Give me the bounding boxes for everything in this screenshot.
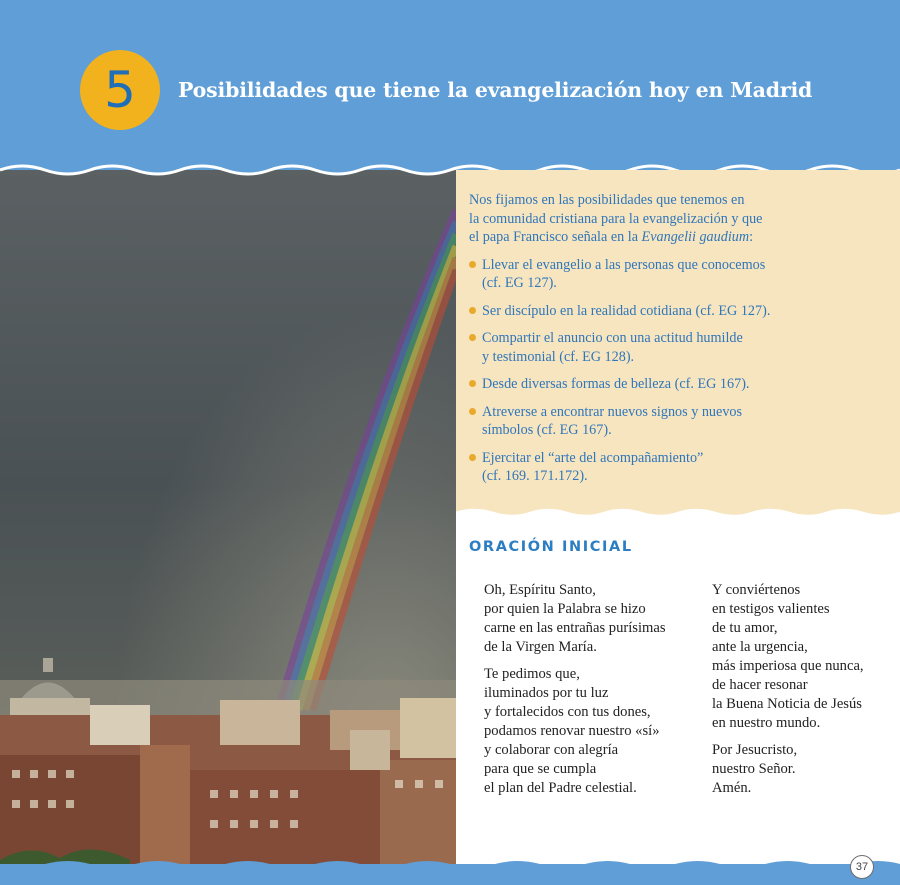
page-number: 37 [855, 861, 869, 873]
rainbow-city-photo [0, 170, 456, 870]
bullet-dot-icon [469, 408, 476, 415]
intro-lead-line: la comunidad cristiana para la evangelización y que [469, 210, 763, 227]
prayer-stanza: Oh, Espíritu Santo, por quien la Palabra se hizo carne en las entrañas purísimas de la Virgen María. [484, 582, 666, 655]
chapter-number: 5 [104, 61, 136, 119]
list-item: Llevar el evangelio a las personas que conocemos (cf. EG 127). [469, 256, 894, 293]
bullet-dot-icon [469, 454, 476, 461]
intro-text [469, 191, 894, 486]
bullet-dot-icon [469, 307, 476, 314]
list-item: Desde diversas formas de belleza (cf. EG 167). [469, 375, 894, 394]
prayer-stanza: Y conviértenos en testigos valientes de tu amor, ante la urgencia, más imperiosa que nunca, de hacer resonar la Buena Noticia de Jesús en nuestro mundo. [712, 582, 864, 731]
prayer-stanza: Por Jesucristo, nuestro Señor. Amén. [712, 742, 798, 796]
bullet-dot-icon [469, 334, 476, 341]
list-item: Ejercitar el “arte del acompañamiento” (cf. 169. 171.172). [469, 449, 894, 486]
intro-wave [456, 505, 900, 523]
intro-lead-line: el papa Francisco señala en la Evangelii gaudium: [469, 229, 754, 245]
prayer-heading: ORACIÓN INICIAL [469, 539, 633, 555]
footer-wave [0, 856, 900, 870]
page-title: Posibilidades que tiene la evangelización hoy en Madrid [178, 78, 813, 102]
prayer-column-left [484, 581, 666, 806]
bullet-dot-icon [469, 261, 476, 268]
bullet-dot-icon [469, 380, 476, 387]
list-item: Ser discípulo en la realidad cotidiana (cf. EG 127). [469, 302, 894, 321]
page-number-badge [850, 855, 874, 879]
intro-lead-line: Nos fijamos en las posibilidades que tenemos en [469, 192, 745, 208]
prayer-stanza: Te pedimos que, iluminados por tu luz y fortalecidos con tus dones, podamos renovar nuestro «sí» y colaborar con alegría para que se cumpla el plan del Padre celestial. [484, 666, 660, 796]
chapter-badge [80, 50, 160, 130]
possibilities-list [469, 256, 894, 486]
list-item: Compartir el anuncio con una actitud humilde y testimonial (cf. EG 128). [469, 329, 894, 366]
encyclical-title: Evangelii gaudium [641, 229, 750, 245]
list-item: Atreverse a encontrar nuevos signos y nuevos símbolos (cf. EG 167). [469, 403, 894, 440]
prayer-column-right [712, 581, 864, 806]
